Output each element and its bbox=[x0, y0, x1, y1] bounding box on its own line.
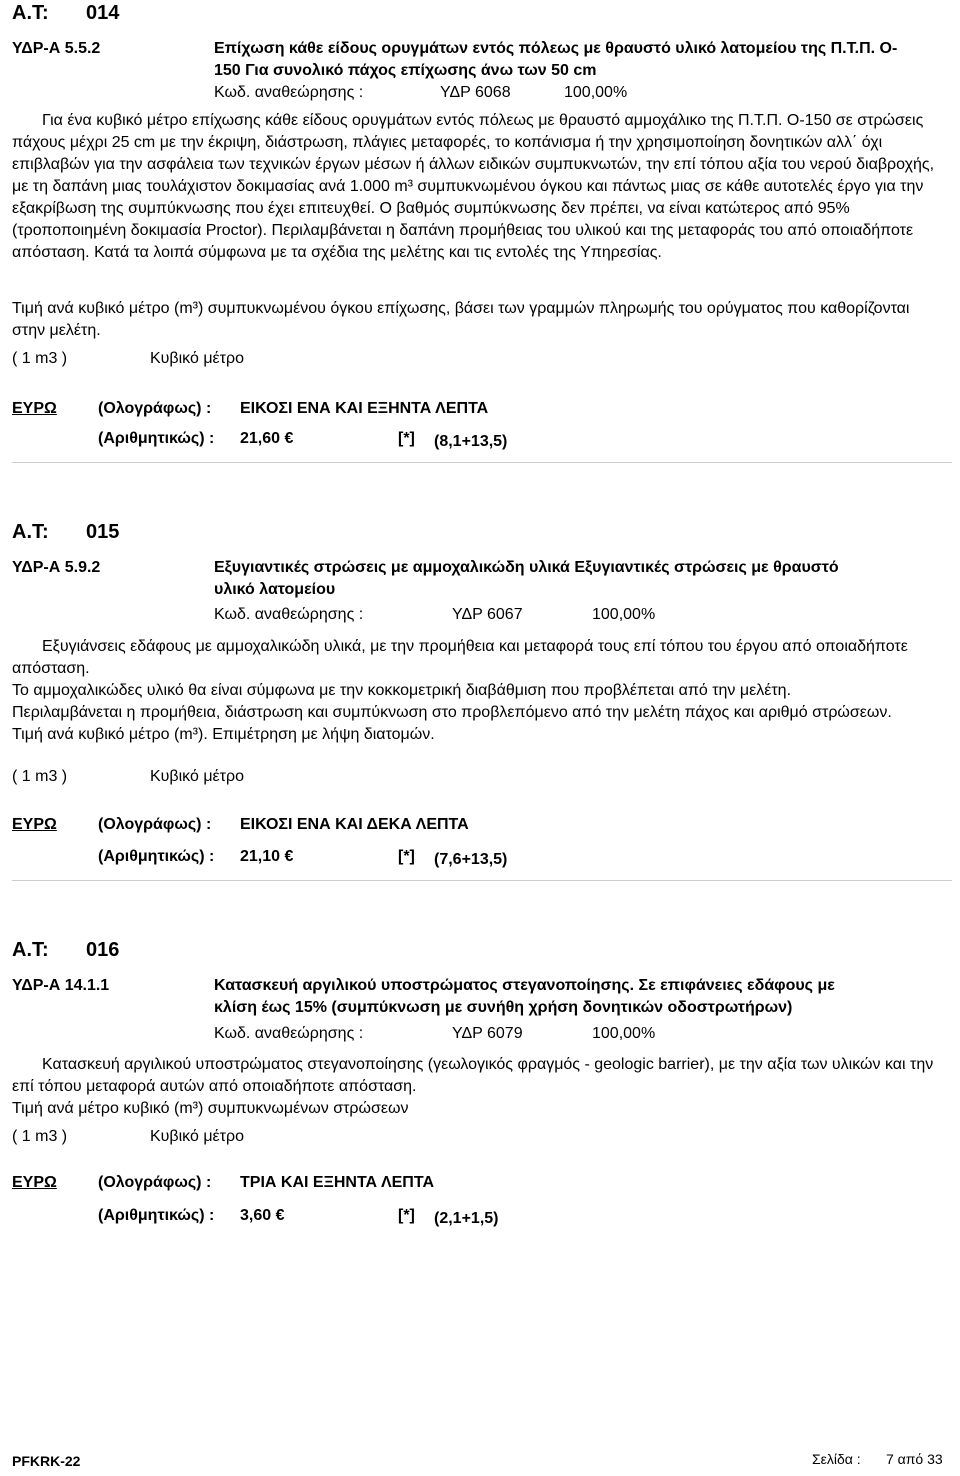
title-line-1: Κατασκευή αργιλικού υποστρώματος στεγανοποίησης. Σε επιφάνειες εδάφους με bbox=[214, 977, 835, 994]
revision-code: ΥΔΡ 6068 bbox=[440, 84, 511, 101]
words-label: (Ολογράφως) : bbox=[98, 816, 212, 833]
item-code: ΥΔΡ-Α 14.1.1 bbox=[12, 977, 110, 994]
revision-label: Κωδ. αναθεώρησης : bbox=[214, 1025, 364, 1042]
unit-name: Κυβικό μέτρο bbox=[150, 1128, 244, 1145]
words-value: ΕΙΚΟΣΙ ΕΝΑ ΚΑΙ ΕΞΗΝΤΑ ΛΕΠΤΑ bbox=[240, 400, 489, 417]
description-2 bbox=[12, 1098, 942, 1120]
numeric-value: 3,60 € bbox=[240, 1207, 285, 1224]
revision-label: Κωδ. αναθεώρησης : bbox=[214, 84, 364, 101]
revision-percent: 100,00% bbox=[592, 1025, 656, 1042]
description-paragraph: Περιλαμβάνεται η προμήθεια, διάστρωση και συμπύκνωση στο προβλεπόμενο από την μελέτη πάχος και αριθμό στρώσεων. bbox=[12, 704, 892, 721]
at-number: 015 bbox=[86, 521, 120, 543]
words-label: (Ολογράφως) : bbox=[98, 400, 212, 417]
revision-percent: 100,00% bbox=[564, 84, 628, 101]
description-paragraph: Για ένα κυβικό μέτρο επίχωσης κάθε είδους ορυγμάτων εντός πόλεως με θραυστό αμμοχάλικο της Π.Τ.Π. Ο-150 σε στρώσεις πάχους μέχρι 25 cm με την έκριψη, διάστρωση, πλάγιες μεταφορές, το κοπάνισμα ή την χρησιμοποίηση δονητικών αλλ΄ όχι επιβλαβών για την ασφάλεια των τεχνικών έργων μέσων ή άλλων ειδικών συμπυκνωτών, την επί τόπου αξία του νερού διαβροχής, με τη δαπάνη μιας τουλάχιστον δοκιμασίας ανά 1.000 m³ συμπυκνωμένου όγκου και πάντως μιας σε κάθε αυτοτελές έργο για την εξακρίβωση της συμπύκνωσης που έχει επιτευχθεί. Ο βαθμός συμπύκνωσης δεν πρέπει, να είναι κατώτερος από 95% (τροποποιημένη δοκιμασία Proctor). Περιλαμβάνεται η δαπάνη προμήθειας του υλικού και της μεταφοράς του από οποιαδήποτε απόσταση. Κατά τα λοιπά σύμφωνα με τα σχέδια της μελέτης και τις εντολές της Υπηρεσίας. bbox=[12, 112, 935, 261]
unit-name: Κυβικό μέτρο bbox=[150, 350, 244, 367]
revision-code: ΥΔΡ 6067 bbox=[452, 606, 523, 623]
price-breakdown: (7,6+13,5) bbox=[434, 851, 508, 868]
document-code: PFKRK-22 bbox=[12, 1453, 81, 1469]
at-label: Α.Τ: bbox=[12, 939, 49, 961]
at-label: Α.Τ: bbox=[12, 521, 49, 543]
numeric-label: (Αριθμητικώς) : bbox=[98, 430, 215, 447]
divider bbox=[12, 462, 952, 463]
description-paragraph: Το αμμοχαλικώδες υλικό θα είναι σύμφωνα με την κοκκομετρική διαβάθμιση που προβλέπεται από την μελέτη. bbox=[12, 682, 792, 699]
currency-label: ΕΥΡΩ bbox=[12, 816, 57, 833]
item-code: ΥΔΡ-Α 5.9.2 bbox=[12, 559, 101, 576]
unit-quantity: ( 1 m3 ) bbox=[12, 768, 68, 785]
title-line-1: Εξυγιαντικές στρώσεις με αμμοχαλικώδη υλικά Εξυγιαντικές στρώσεις με θραυστό bbox=[214, 559, 839, 576]
divider bbox=[12, 880, 952, 881]
description-paragraph: Εξυγιάνσεις εδάφους με αμμοχαλικώδη υλικά, με την προμήθεια και μεταφορά τους επί τόπου του έργου από οποιαδήποτε απόσταση. bbox=[12, 638, 908, 677]
words-value: ΤΡΙΑ ΚΑΙ ΕΞΗΝΤΑ ΛΕΠΤΑ bbox=[240, 1174, 434, 1191]
description-paragraph: Τιμή ανά κυβικό μέτρο (m³). Επιμέτρηση με λήψη διατομών. bbox=[12, 726, 435, 743]
star-marker: [*] bbox=[398, 1207, 415, 1224]
item-code: ΥΔΡ-Α 5.5.2 bbox=[12, 40, 101, 57]
at-label: Α.Τ: bbox=[12, 2, 49, 24]
currency-label: ΕΥΡΩ bbox=[12, 1174, 57, 1191]
unit-name: Κυβικό μέτρο bbox=[150, 768, 244, 785]
numeric-label: (Αριθμητικώς) : bbox=[98, 848, 215, 865]
title-line-2: υλικό λατομείου bbox=[214, 581, 336, 598]
price-breakdown: (2,1+1,5) bbox=[434, 1210, 499, 1227]
star-marker: [*] bbox=[398, 430, 415, 447]
description bbox=[12, 636, 942, 680]
title-line-1: Επίχωση κάθε είδους ορυγμάτων εντός πόλεως με θραυστό υλικό λατομείου της Π.Τ.Π. Ο- bbox=[214, 40, 898, 57]
description bbox=[12, 110, 942, 264]
star-marker: [*] bbox=[398, 848, 415, 865]
words-value: ΕΙΚΟΣΙ ΕΝΑ ΚΑΙ ΔΕΚΑ ΛΕΠΤΑ bbox=[240, 816, 469, 833]
description bbox=[12, 1054, 942, 1098]
price-breakdown: (8,1+13,5) bbox=[434, 433, 508, 450]
revision-code: ΥΔΡ 6079 bbox=[452, 1025, 523, 1042]
numeric-label: (Αριθμητικώς) : bbox=[98, 1207, 215, 1224]
page-number: 7 από 33 bbox=[886, 1451, 943, 1467]
unit-quantity: ( 1 m3 ) bbox=[12, 350, 68, 367]
revision-percent: 100,00% bbox=[592, 606, 656, 623]
title-line-2: κλίση έως 15% (συμπύκνωση με συνήθη χρήση δονητικών οδοστρωτήρων) bbox=[214, 999, 793, 1016]
description-paragraph: Κατασκευή αργιλικού υποστρώματος στεγανοποίησης (γεωλογικός φραγμός - geologic barrier), με την αξία των υλικών και την επί τόπου μεταφορά αυτών από οποιαδήποτε απόσταση. bbox=[12, 1056, 934, 1095]
description-2 bbox=[12, 680, 942, 746]
description-2 bbox=[12, 298, 942, 342]
description-paragraph: Τιμή ανά μέτρο κυβικό (m³) συμπυκνωμένων στρώσεων bbox=[12, 1100, 409, 1117]
title-line-2: 150 Για συνολικό πάχος επίχωσης άνω των 50 cm bbox=[214, 62, 597, 79]
currency-label: ΕΥΡΩ bbox=[12, 400, 57, 417]
numeric-value: 21,60 € bbox=[240, 430, 294, 447]
at-number: 016 bbox=[86, 939, 120, 961]
description-paragraph: Τιμή ανά κυβικό μέτρο (m³) συμπυκνωμένου όγκου επίχωσης, βάσει των γραμμών πληρωμής του ορύγματος που καθορίζονται στην μελέτη. bbox=[12, 300, 910, 339]
revision-label: Κωδ. αναθεώρησης : bbox=[214, 606, 364, 623]
page-label: Σελίδα : bbox=[812, 1451, 861, 1467]
words-label: (Ολογράφως) : bbox=[98, 1174, 212, 1191]
unit-quantity: ( 1 m3 ) bbox=[12, 1128, 68, 1145]
numeric-value: 21,10 € bbox=[240, 848, 294, 865]
at-number: 014 bbox=[86, 2, 120, 24]
